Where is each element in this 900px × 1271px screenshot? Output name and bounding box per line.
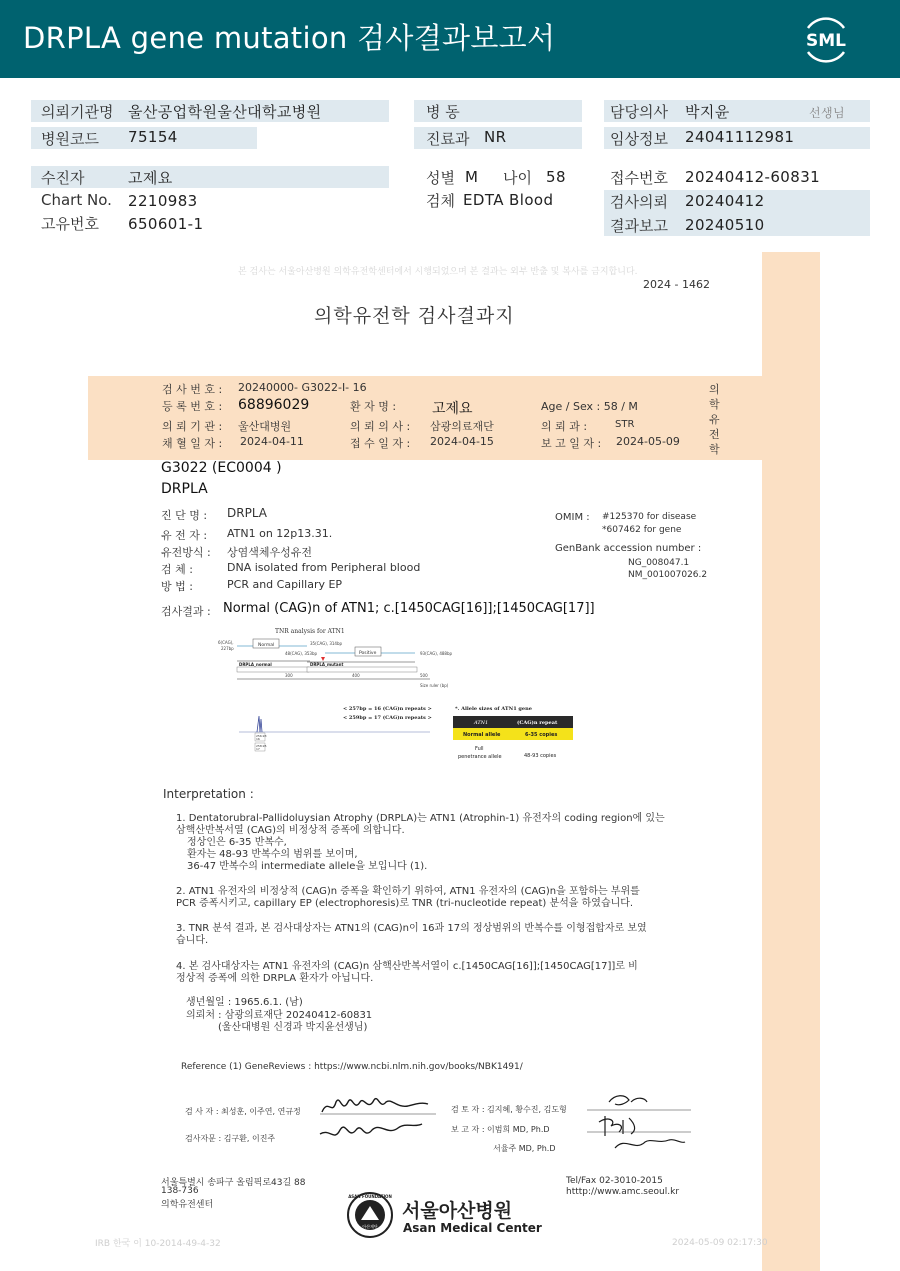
address-line-3: 의학유전센터 xyxy=(161,1200,214,1210)
reporter-name-2: 서율주 MD, Ph.D xyxy=(493,1144,556,1153)
position-marker xyxy=(321,657,325,661)
band-inst: 울산대병원 xyxy=(238,420,292,433)
doctor-value: 박지윤 xyxy=(685,103,730,121)
result-value: Normal (CAG)n of ATN1; c.[1450CAG[16]];[1450CAG[17]] xyxy=(223,601,595,616)
band-collect-label: 채 혈 일 자 : xyxy=(162,437,223,450)
referrer-detail: (울산대병원 신경과 박지윤선생님) xyxy=(218,1022,368,1033)
interp-line-6: 2. ATN1 유전자의 비정상적 (CAG)n 증폭을 확인하기 위하여, ATN1 유전자의 (CAG)n을 포함하는 부위를 xyxy=(176,886,640,897)
band-report: 2024-05-09 xyxy=(616,435,680,448)
chart-label: Chart No. xyxy=(41,191,112,209)
doctor-suffix: 선생님 xyxy=(809,106,845,120)
band-receive-label: 접 수 일 자 : xyxy=(350,437,411,450)
reporter-name: 보 고 자 : 이범희 MD, Ph.D xyxy=(451,1125,550,1134)
report-date-value: 20240510 xyxy=(685,216,765,234)
band-collect: 2024-04-11 xyxy=(240,435,304,448)
genbank-nm: NM_001007026.2 xyxy=(628,570,708,580)
allele-row-1a: Normal allele xyxy=(463,732,501,738)
band-patient: 고제요 xyxy=(432,401,473,417)
ruler-500: 500 xyxy=(420,673,428,678)
peak-call-4: 17 xyxy=(256,747,260,751)
interp-line-5: 36-47 반복수의 intermediate allele을 보입니다 (1). xyxy=(187,861,428,872)
diag-label: 진 단 명 : xyxy=(161,509,208,522)
sml-logo-text: SML xyxy=(806,31,846,51)
positive-box-label: Positive xyxy=(359,651,377,656)
dept-value: NR xyxy=(484,128,507,146)
signature-reviewer xyxy=(585,1090,695,1156)
genbank-ng: NG_008047.1 xyxy=(628,558,690,568)
reviewer-names: 검 토 자 : 김지혜, 황수진, 김도형 xyxy=(451,1105,567,1114)
band-vertical-5: 학 xyxy=(709,443,720,456)
gene-label: 유 전 자 : xyxy=(161,529,208,542)
clinical-value: 24041112981 xyxy=(685,128,795,146)
website: htttp://www.amc.seoul.kr xyxy=(566,1187,680,1197)
sml-logo xyxy=(800,14,852,66)
peak-2-label: < 259bp = 17 (CAG)n repeats > xyxy=(343,715,432,721)
peak-call-1: 256.93 xyxy=(256,734,267,738)
allele-row-2a2: penetrance allele xyxy=(458,754,502,760)
unique-label: 고유번호 xyxy=(41,215,99,233)
hospital-code-label: 병원코드 xyxy=(41,130,99,148)
seal-top-text: ASAN FOUNDATION xyxy=(348,1194,392,1199)
peak-call-2: 16 xyxy=(256,737,260,741)
allele-col-1: ATN1 xyxy=(474,720,489,726)
report-doc-title: 의학유전학 검사결과지 xyxy=(314,305,515,327)
band-vertical-1: 의 xyxy=(709,383,720,396)
age-label: 나이 xyxy=(503,169,532,187)
band-req-dept-label: 의 뢰 과 : xyxy=(541,420,588,433)
receipt-label: 접수번호 xyxy=(610,169,668,187)
sex-value: M xyxy=(465,168,479,186)
specimen-r-value: DNA isolated from Peripheral blood xyxy=(227,561,421,574)
fig-l5: 93(CAG), 488bp xyxy=(420,651,453,656)
inherit-value: 상염색체우성유전 xyxy=(227,546,313,559)
footer-right-faint: 2024-05-09 02:17:30 xyxy=(672,1238,768,1248)
dept-label: 진료과 xyxy=(426,130,470,148)
result-label: 검사결과 : xyxy=(161,605,211,618)
peak-call-3: 258.95 xyxy=(256,744,267,748)
tel-fax: Tel/Fax 02-3010-2015 xyxy=(566,1176,663,1186)
peak-1-label: < 257bp = 16 (CAG)n repeats > xyxy=(343,706,432,712)
chart-value: 2210983 xyxy=(128,192,198,210)
footer-left-faint: IRB 한국 이 10-2014-49-4-32 xyxy=(95,1239,221,1249)
ruler-400: 400 xyxy=(352,673,360,678)
band-exam-no: 20240000- G3022-I- 16 xyxy=(238,381,367,394)
report-title: DRPLA gene mutation 검사결과보고서 xyxy=(23,21,556,55)
clinical-label: 임상정보 xyxy=(610,130,668,148)
specimen-value: EDTA Blood xyxy=(463,191,554,209)
mutant-bar-label: DRPLA_mutant xyxy=(310,662,344,667)
fig-l4: 48(CAG), 353bp xyxy=(285,651,318,656)
interp-line-4: 환자는 48-93 반복수의 범위를 보이며, xyxy=(187,849,358,860)
interp-line-11: 정상적 증폭에 의한 DRPLA 환자가 아닙니다. xyxy=(176,973,374,984)
omim-disease: #125370 for disease xyxy=(602,512,697,522)
tnr-figure xyxy=(215,624,595,770)
interp-line-9: 습니다. xyxy=(176,935,209,946)
omim-gene: *607462 for gene xyxy=(602,525,682,535)
specimen-label: 검체 xyxy=(426,192,455,210)
diag-value: DRPLA xyxy=(227,506,267,520)
fig-l3: 35(CAG), 314bp xyxy=(310,641,343,646)
method-value: PCR and Capillary EP xyxy=(227,578,343,591)
gene-value: ATN1 on 12p13.31. xyxy=(227,527,333,540)
ward-label: 병 동 xyxy=(426,103,460,121)
interp-line-2: 삼핵산반복서열 (CAG)의 비정상적 증폭에 의합니다. xyxy=(176,825,405,836)
allele-row-2a: Full xyxy=(475,746,484,752)
patient-row-bg xyxy=(31,166,389,188)
test-code: G3022 (EC0004 ) xyxy=(161,460,282,476)
band-inst-label: 의 뢰 기 관 : xyxy=(162,420,223,433)
method-label: 방 법 : xyxy=(161,580,193,593)
address-line-2: 138-736 xyxy=(161,1186,199,1196)
receipt-value: 20240412-60831 xyxy=(685,168,821,186)
advisor-names: 검사자문 : 김구환, 이진주 xyxy=(185,1134,276,1143)
interp-line-3: 정상인은 6-35 반복수, xyxy=(187,837,287,848)
normal-box-label: Normal xyxy=(258,643,275,648)
report-date-label: 결과보고 xyxy=(610,217,668,235)
test-name: DRPLA xyxy=(161,481,208,497)
band-receive: 2024-04-15 xyxy=(430,435,494,448)
band-reg-no: 68896029 xyxy=(238,397,310,413)
fig-l2: 227bp xyxy=(221,646,234,651)
interp-line-10: 4. 본 검사대상자는 ATN1 유전자의 (CAG)n 삼핵산반복서열이 c.[1450CAG[16]];[1450CAG[17]]로 비 xyxy=(176,961,638,972)
tnr-title: TNR analysis for ATN1 xyxy=(275,628,345,635)
seal-bottom-text: 아산재단 xyxy=(362,1224,378,1229)
ruler-label: Size ruler (bp) xyxy=(420,683,449,688)
band-vertical-4: 전 xyxy=(709,428,720,441)
age-value: 58 xyxy=(546,168,566,186)
birth-date: 생년월일 : 1965.6.1. (남) xyxy=(186,997,303,1008)
referrer: 의뢰처 : 삼광의료재단 20240412-60831 xyxy=(186,1010,373,1021)
band-req-doc-label: 의 뢰 의 사 : xyxy=(350,420,411,433)
patient-value: 고제요 xyxy=(128,169,173,187)
band-req-dept: STR xyxy=(615,419,635,430)
request-label: 검사의뢰 xyxy=(610,193,668,211)
interp-line-1: 1. Dentatorubral-Pallidoluysian Atrophy (DRPLA)는 ATN1 (Atrophin-1) 유전자의 coding region에 있는 xyxy=(176,813,665,824)
doctor-label: 담당의사 xyxy=(610,103,668,121)
hospital-code-value: 75154 xyxy=(128,128,178,146)
tester-names: 검 사 자 : 최성훈, 이주연, 연규정 xyxy=(185,1107,301,1116)
hospital-name-en: Asan Medical Center xyxy=(403,1221,542,1235)
patient-label: 수진자 xyxy=(41,169,85,187)
report-faint-notice: 본 검사는 서울아산병원 의학유전학센터에서 시행되었으며 본 결과는 외부 반출 및 복사를 금지합니다. xyxy=(238,267,638,277)
specimen-r-label: 검 체 : xyxy=(161,563,193,576)
allele-col-2: (CAG)n repeat xyxy=(517,720,558,726)
band-patient-label: 환 자 명 : xyxy=(350,400,397,413)
normal-bar-label: DRPLA_normal xyxy=(239,662,272,667)
allele-title: *. Allele sizes of ATN1 gene xyxy=(455,706,532,712)
ruler-300: 300 xyxy=(285,673,293,678)
interp-line-8: 3. TNR 분석 결과, 본 검사대상자는 ATN1의 (CAG)n이 16과 17의 정상범위의 반복수를 이형접합자로 보였 xyxy=(176,923,647,934)
band-age-sex: Age / Sex : 58 / M xyxy=(541,400,638,413)
report-header xyxy=(0,0,900,78)
inherit-label: 유전방식 : xyxy=(161,546,211,559)
signature-tester xyxy=(318,1090,438,1146)
electropherogram-peaks xyxy=(257,716,262,732)
address-line-1: 서울특별시 송파구 올림픽로43길 88 xyxy=(161,1178,306,1188)
genbank-label: GenBank accession number : xyxy=(555,543,702,554)
allele-row-1b: 6-35 copies xyxy=(525,732,558,738)
hospital-label: 의뢰기관명 xyxy=(41,103,114,121)
band-reg-no-label: 등 록 번 호 : xyxy=(162,400,223,413)
allele-row-2b: 48-93 copies xyxy=(524,753,557,759)
sex-label: 성별 xyxy=(426,169,455,187)
reference: Reference (1) GeneReviews : https://www.ncbi.nlm.nih.gov/books/NBK1491/ xyxy=(181,1062,523,1072)
hospital-value: 울산공업학원울산대학교병원 xyxy=(128,103,322,121)
band-req-doc: 삼광의료재단 xyxy=(430,420,494,433)
band-vertical-2: 학 xyxy=(709,398,720,411)
interp-line-7: PCR 증폭시키고, capillary EP (electrophoresis)로 TNR (tri-nucleotide repeat) 분석을 하였습니다. xyxy=(176,898,634,909)
omim-label: OMIM : xyxy=(555,512,590,523)
request-value: 20240412 xyxy=(685,192,765,210)
asan-foundation-seal xyxy=(345,1190,395,1240)
band-report-label: 보 고 일 자 : xyxy=(541,437,602,450)
fig-l1: 6(CAG), xyxy=(218,640,234,645)
interp-title: Interpretation : xyxy=(163,787,254,801)
band-vertical-3: 유 xyxy=(709,413,720,426)
band-exam-no-label: 검 사 번 호 : xyxy=(162,383,223,396)
hospital-name-kr: 서울아산병원 xyxy=(402,1200,513,1222)
report-doc-number: 2024 - 1462 xyxy=(643,278,710,291)
unique-value: 650601-1 xyxy=(128,215,204,233)
